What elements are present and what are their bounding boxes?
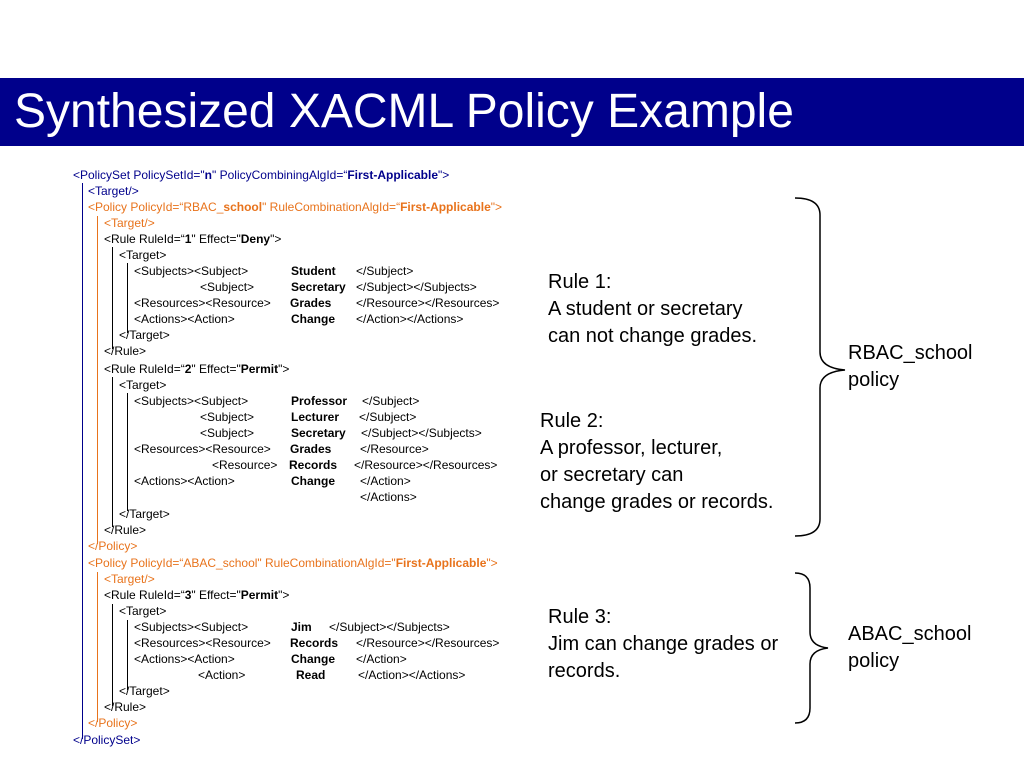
code-line-rule2-close: </Rule> [104,523,147,537]
code-line-policyset-target: <Target/> [88,184,139,198]
code-line-policy-abac-close: </Policy> [88,716,138,730]
rule1-note: Rule 1: A student or secretary can not change grades. [548,271,758,347]
code-line-policy-abac-target: <Target/> [104,572,155,586]
code-line-rule1-resources: <Resources><Resource> Grades </Resource></Resources> [134,296,500,310]
code-line-rule3-close: </Rule> [104,700,147,714]
rbac-brace [795,198,845,536]
rule2-note: Rule 2: A professor, lecturer, or secretary can change grades or records. [540,410,774,513]
code-line-rule3-actions: <Actions><Action> Change </Action> [134,652,407,666]
abac-policy-label: ABAC_school policy [848,623,972,672]
code-line-rule3-target-close: </Target> [119,684,170,698]
code-line-rule1-target-close: </Target> [119,328,170,342]
code-line-rule2-subject3: <Subject> Secretary </Subject></Subjects> [200,426,482,440]
code-line-rule3-open: <Rule RuleId=“3" Effect="Permit"> [104,588,290,602]
code-line-policy-rbac-target: <Target/> [104,216,155,230]
code-line-rule1-open: <Rule RuleId=“1" Effect="Deny"> [104,232,282,246]
code-line-rule2-target-close: </Target> [119,507,170,521]
code-line-rule2-resources: <Resources><Resource> Grades </Resource> [134,442,429,456]
code-line-policy-abac-open: <Policy PolicyId=“ABAC_school" RuleCombinationAlgId="First-Applicable"> [88,556,498,570]
code-line-rule3-target-open: <Target> [119,604,167,618]
code-line-rule2-actions: <Actions><Action> Change </Action> [134,474,411,488]
code-line-rule3-action2: <Action> Read </Action></Actions> [198,668,466,682]
code-line-rule2-target-open: <Target> [119,378,167,392]
code-line-rule2-open: <Rule RuleId=“2" Effect="Permit"> [104,362,290,376]
code-line-rule1-subject2: <Subject> Secretary </Subject></Subjects> [200,280,477,294]
abac-brace [795,573,828,723]
code-line-policyset-open: <PolicySet PolicySetId="n" PolicyCombiningAlgId=“First-Applicable"> [73,168,450,182]
code-line-rule2-resource2: <Resource> Records </Resource></Resources> [212,458,498,472]
code-line-policy-rbac-close: </Policy> [88,539,138,553]
slide-title: Synthesized XACML Policy Example [14,85,794,138]
code-line-rule1-close: </Rule> [104,344,147,358]
code-line-policyset-close: </PolicySet> [73,733,141,747]
code-line-rule2-subjects: <Subjects><Subject> Professor </Subject> [134,394,420,408]
rule3-note: Rule 3: Jim can change grades or records. [548,606,779,682]
code-line-rule1-target-open: <Target> [119,248,167,262]
code-line-rule2-subject2: <Subject> Lecturer </Subject> [200,410,417,424]
code-line-rule3-subjects: <Subjects><Subject> Jim </Subject></Subjects> [134,620,450,634]
rbac-policy-label: RBAC_school policy [848,342,973,391]
code-line-policy-rbac-open: <Policy PolicyId=“RBAC_school" RuleCombinationAlgId=“First-Applicable"> [88,200,503,214]
code-line-rule1-subjects: <Subjects><Subject> Student </Subject> [134,264,414,278]
code-line-rule1-actions: <Actions><Action> Change </Action></Actions> [134,312,464,326]
code-line-rule3-resources: <Resources><Resource> Records </Resource></Resources> [134,636,500,650]
code-line-rule2-actions-close: </Actions> [360,490,417,504]
